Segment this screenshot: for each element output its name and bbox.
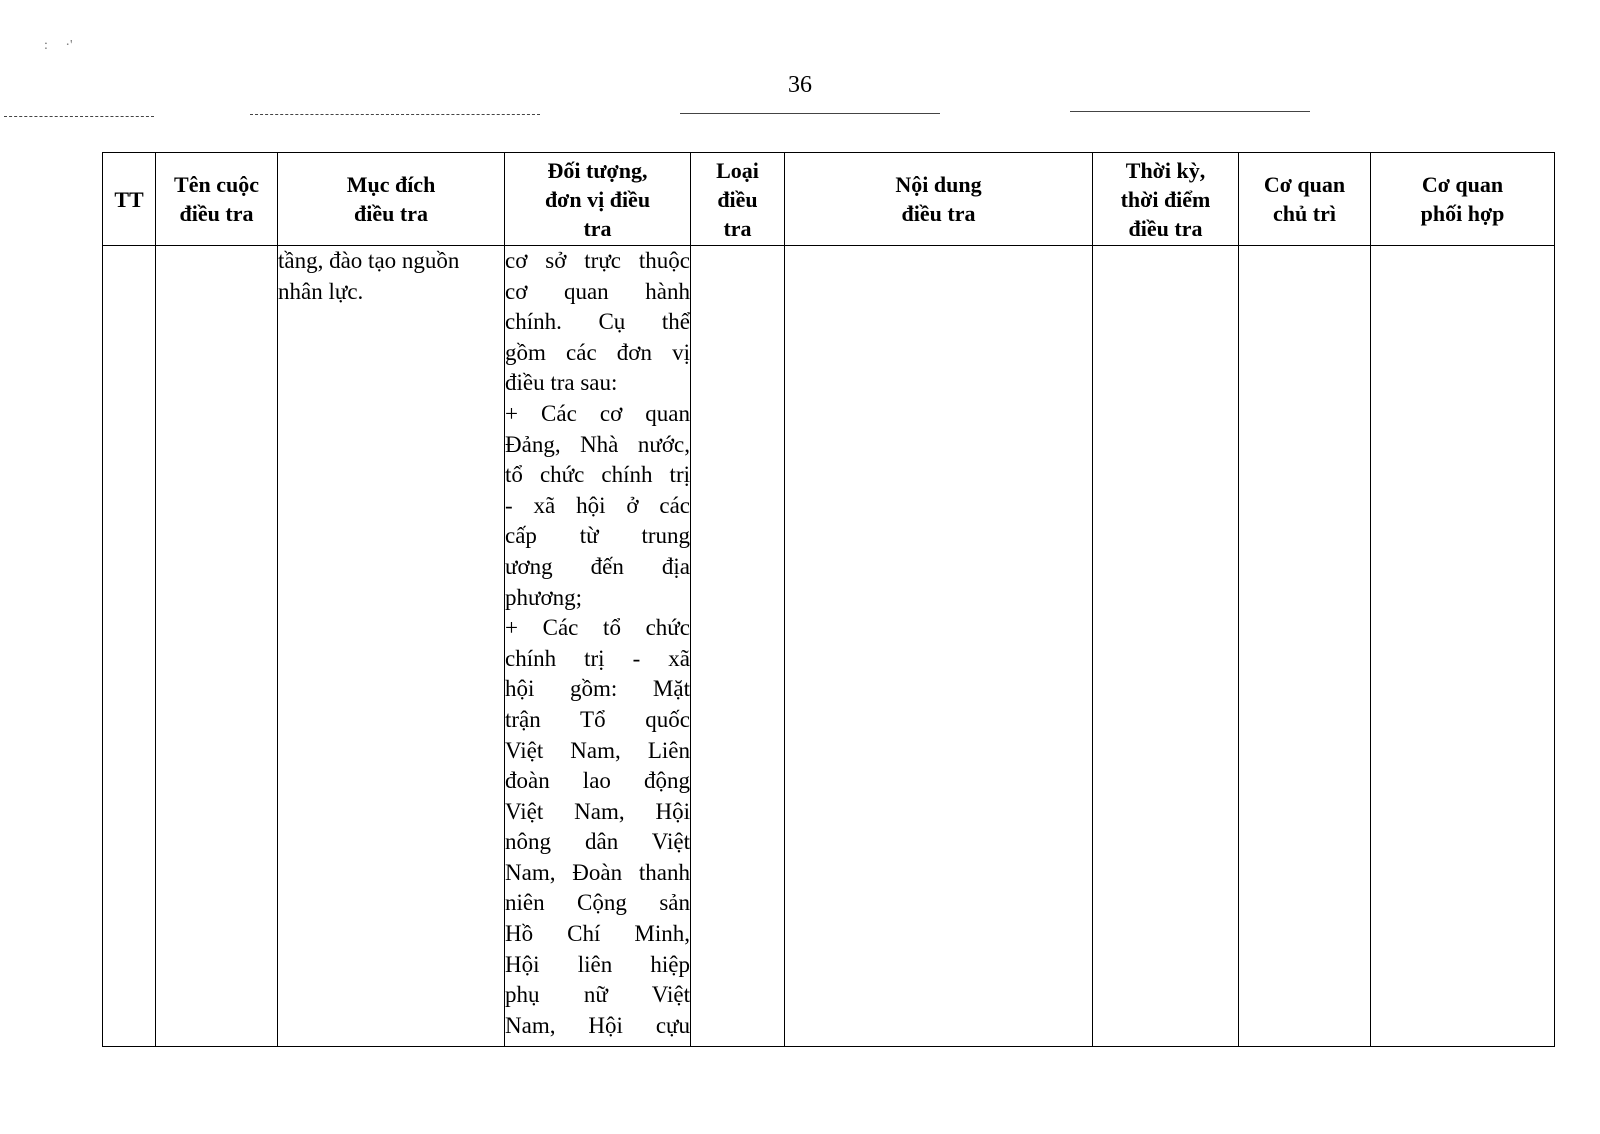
subjects-line: Việt Nam, Hội [505, 798, 690, 824]
header-rule [4, 116, 154, 117]
subjects-line: - xã hội ở các [505, 492, 690, 518]
subjects-line: chính trị - xã [505, 645, 690, 671]
subjects-line: Nam, Hội cựu [505, 1012, 690, 1038]
header-survey-name: Tên cuộc điều tra [156, 153, 278, 246]
subjects-line: niên Cộng sản [505, 890, 690, 916]
subjects-line: phụ nữ Việt [505, 982, 690, 1008]
header-rule [1070, 111, 1310, 112]
header-partner-agency: Cơ quan phối hợp [1371, 153, 1555, 246]
table-header-row [103, 153, 1555, 246]
cell-survey-name [156, 246, 278, 1047]
subjects-line: cơ quan hành [505, 278, 690, 304]
subjects-line: Hồ Chí Minh, [505, 921, 690, 947]
subjects-line: đoàn lao động [505, 768, 690, 794]
cell-subjects [505, 246, 691, 1047]
subjects-line: Nam, Đoàn thanh [505, 859, 690, 885]
header-tt: TT [103, 153, 156, 246]
subjects-line: Đảng, Nhà nước, [505, 431, 690, 457]
header-period: Thời kỳ, thời điểm điều tra [1093, 153, 1239, 246]
scan-specks: : ·' [44, 38, 73, 53]
table-row [103, 246, 1555, 1047]
subjects-line: + Các cơ quan [505, 400, 690, 426]
header-content: Nội dung điều tra [785, 153, 1093, 246]
subjects-line: chính. Cụ thể [505, 309, 690, 335]
cell-partner-agency [1371, 246, 1555, 1047]
subjects-line: Việt Nam, Liên [505, 737, 690, 763]
subjects-line: + Các tổ chức [505, 615, 690, 641]
header-rule [680, 113, 940, 114]
subjects-line: Hội liên hiệp [505, 951, 690, 977]
subjects-line: ương đến địa [505, 553, 690, 579]
subjects-line: cơ sở trực thuộc [505, 248, 690, 273]
header-rule [250, 114, 540, 115]
cell-survey-type [691, 246, 785, 1047]
cell-period [1093, 246, 1239, 1047]
subjects-line: điều tra sau: [505, 370, 618, 396]
subjects-line: trận Tổ quốc [505, 706, 690, 732]
cell-purpose [278, 246, 505, 1047]
page-number: 36 [788, 72, 812, 98]
cell-lead-agency [1239, 246, 1371, 1047]
cell-tt [103, 246, 156, 1047]
subjects-line: nông dân Việt [505, 829, 690, 855]
header-survey-type: Loại điều tra [691, 153, 785, 246]
survey-table [102, 152, 1555, 1047]
header-purpose: Mục đích điều tra [278, 153, 505, 246]
subjects-line: cấp từ trung [505, 523, 690, 549]
purpose-line: nhân lực. [278, 278, 364, 304]
subjects-line: gồm các đơn vị [505, 339, 690, 365]
header-subjects: Đối tượng, đơn vị điều tra [505, 153, 691, 246]
subjects-line: phương; [505, 584, 583, 610]
subjects-line: hội gồm: Mặt [505, 676, 690, 702]
purpose-line: tầng, đào tạo nguồn [278, 248, 460, 273]
cell-content [785, 246, 1093, 1047]
header-lead-agency: Cơ quan chủ trì [1239, 153, 1371, 246]
subjects-line: tổ chức chính trị [505, 462, 690, 488]
